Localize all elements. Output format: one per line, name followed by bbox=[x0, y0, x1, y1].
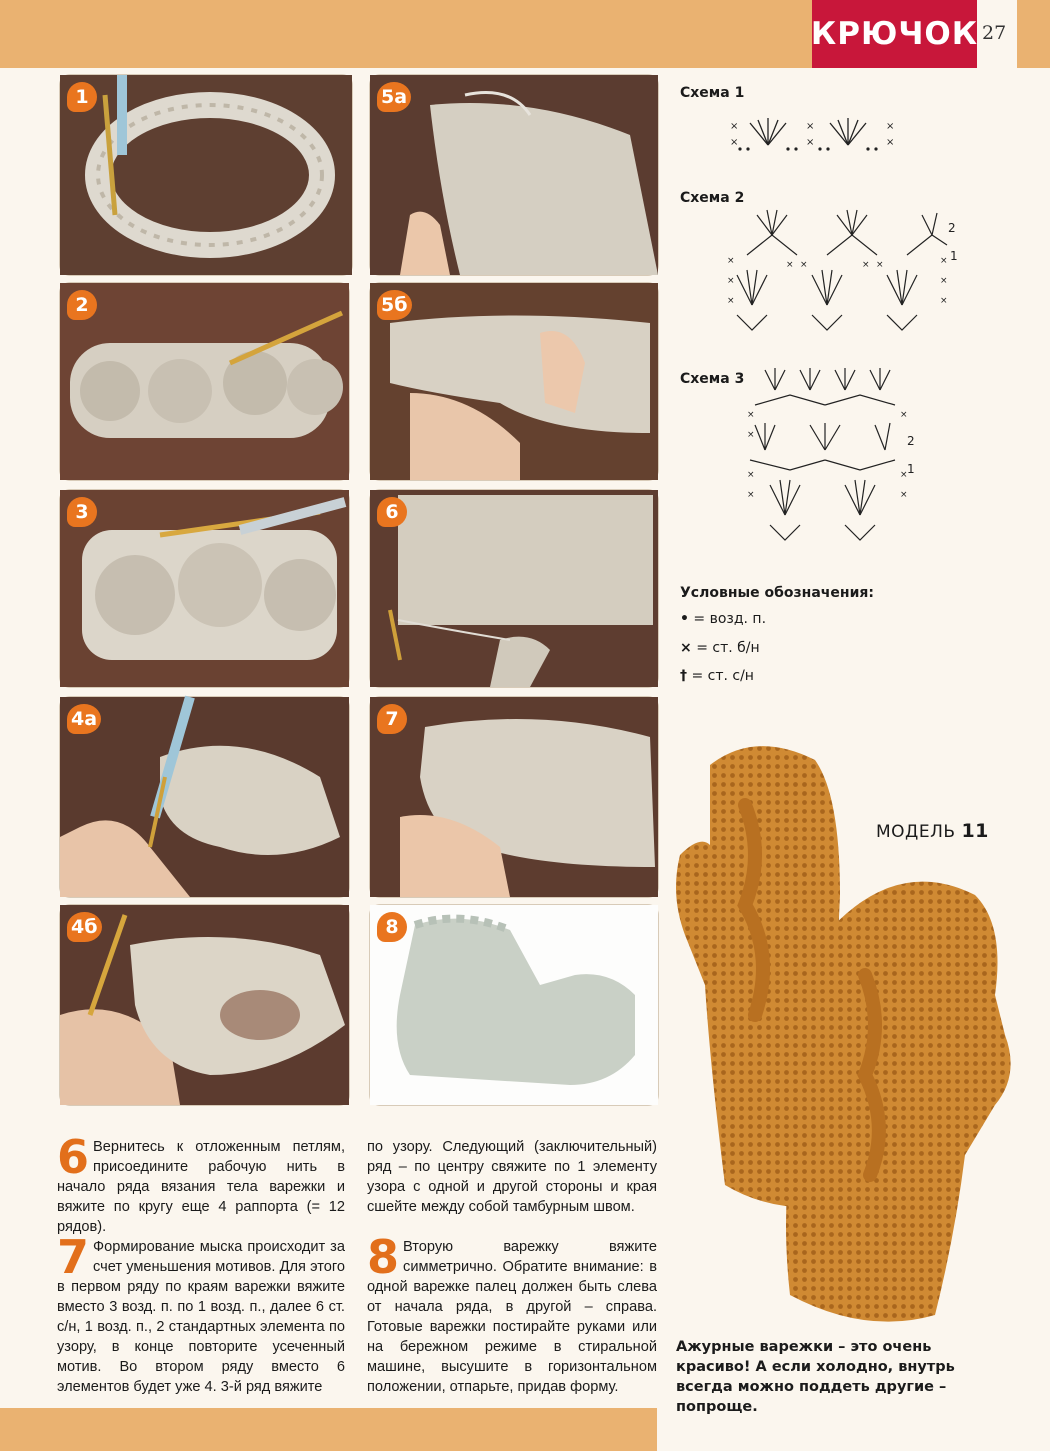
photo-badge: 2 bbox=[67, 290, 97, 320]
photo-step-5a bbox=[370, 75, 658, 275]
photo-badge: 3 bbox=[67, 497, 97, 527]
scheme-3-row-1: 1 bbox=[907, 462, 915, 476]
step-7-continued bbox=[367, 1137, 657, 1217]
svg-text:×: × bbox=[900, 490, 908, 500]
model-number: 11 bbox=[961, 820, 989, 842]
svg-text:×: × bbox=[730, 121, 739, 132]
step-text: Вернитесь к отложенным петлям, присоедините рабочую нить в начало ряда вязания тела варежки и вяжите по кругу еще 4 раппорта (= 12 рядов). bbox=[57, 1139, 345, 1235]
scheme-3-diagram bbox=[745, 365, 925, 545]
svg-text:×: × bbox=[940, 256, 948, 266]
svg-text:×: × bbox=[727, 256, 735, 266]
svg-text:×: × bbox=[806, 137, 815, 148]
svg-text:×: × bbox=[747, 470, 755, 480]
svg-text:×: × bbox=[786, 260, 794, 270]
photo-badge: 7 bbox=[377, 704, 407, 734]
photo-badge: 8 bbox=[377, 912, 407, 942]
step-text: по узору. Следующий (заключительный) ряд – по центру свяжите по 1 элементу узора с одной и другой стороны и края сшейте между собой тамбурным швом. bbox=[367, 1139, 657, 1215]
step-6 bbox=[57, 1130, 345, 1237]
photo-step-7 bbox=[370, 697, 658, 897]
step-number: 7 bbox=[57, 1230, 90, 1284]
step-text: Вторую варежку вяжите симметрично. Обратите внимание: в одной варежке палец должен быть слева от начала ряда, в другой – справа. Готовые варежки постирайте руками или на бережном режиме в стиральной машине, высушите в горизонтальном положении, отпарьте, придав форму. bbox=[367, 1239, 657, 1395]
legend-item-dc bbox=[680, 668, 754, 684]
svg-text:×: × bbox=[886, 137, 895, 148]
scheme-3-row-2: 2 bbox=[907, 434, 915, 448]
section-tag: КРЮЧОК bbox=[812, 0, 977, 68]
photo-step-4a bbox=[60, 697, 349, 897]
svg-text:×: × bbox=[727, 296, 735, 306]
scheme-1-diagram bbox=[728, 115, 893, 155]
step-number: 8 bbox=[367, 1230, 400, 1284]
svg-text:×: × bbox=[727, 276, 735, 286]
photo-badge: 5б bbox=[377, 290, 412, 320]
photo-badge: 1 bbox=[67, 82, 97, 112]
svg-text:×: × bbox=[747, 430, 755, 440]
chain-symbol: • bbox=[680, 611, 689, 627]
svg-text:×: × bbox=[800, 260, 808, 270]
header-bar bbox=[0, 0, 812, 68]
svg-text:×: × bbox=[900, 470, 908, 480]
photo-step-4b bbox=[60, 905, 349, 1105]
model-label bbox=[876, 820, 989, 842]
photo-badge: 6 bbox=[377, 497, 407, 527]
legend-text: = ст. с/н bbox=[691, 668, 754, 684]
svg-text:×: × bbox=[940, 276, 948, 286]
header-strip bbox=[1017, 0, 1050, 68]
footer-bar bbox=[0, 1408, 657, 1451]
page-number: 27 bbox=[982, 22, 1007, 44]
scheme-2-diagram bbox=[722, 205, 962, 335]
svg-text:×: × bbox=[747, 410, 755, 420]
scheme-1-title: Схема 1 bbox=[680, 85, 745, 101]
svg-text:×: × bbox=[862, 260, 870, 270]
legend-title: Условные обозначения: bbox=[680, 585, 874, 601]
svg-text:×: × bbox=[730, 137, 739, 148]
step-text: Формирование мыска происходит за счет уменьшения мотивов. Для этого в первом ряду по краям варежки вяжите вместо 3 возд. п. по 1 возд. п., далее 6 ст. с/н, 1 возд. п., 2 стандартных элемента по узору, в конце повторите усеченный мотив. Во втором ряду вместо 6 элементов будет уже 4. 3-й ряд вяжите bbox=[57, 1239, 345, 1395]
photo-step-1 bbox=[60, 75, 352, 275]
scheme-2-title: Схема 2 bbox=[680, 190, 745, 206]
photo-step-2 bbox=[60, 283, 349, 480]
photo-caption: Ажурные варежки – это очень красиво! А если холодно, внутрь всегда можно поддеть другие – попроще. bbox=[676, 1339, 955, 1415]
legend-item-sc bbox=[680, 640, 760, 656]
legend-text: = возд. п. bbox=[693, 611, 767, 627]
scheme-2-row-2: 2 bbox=[948, 221, 956, 235]
step-7 bbox=[57, 1230, 345, 1397]
svg-text:×: × bbox=[876, 260, 884, 270]
scheme-3-title: Схема 3 bbox=[680, 371, 745, 387]
photo-badge: 4б bbox=[67, 912, 102, 942]
svg-text:×: × bbox=[900, 410, 908, 420]
svg-text:×: × bbox=[806, 121, 815, 132]
photo-step-3 bbox=[60, 490, 349, 687]
svg-text:×: × bbox=[747, 490, 755, 500]
step-8 bbox=[367, 1230, 657, 1397]
photo-step-5b bbox=[370, 283, 658, 480]
legend-text: = ст. б/н bbox=[696, 640, 760, 656]
scheme-2-row-1: 1 bbox=[950, 249, 958, 263]
cross-symbol: × bbox=[680, 640, 692, 656]
legend-item-chain bbox=[680, 611, 766, 627]
dagger-symbol: † bbox=[680, 668, 687, 684]
svg-text:×: × bbox=[886, 121, 895, 132]
svg-text:×: × bbox=[940, 296, 948, 306]
photo-step-8 bbox=[370, 905, 658, 1105]
photo-badge: 5а bbox=[377, 82, 411, 112]
model-word: МОДЕЛЬ bbox=[876, 822, 956, 842]
step-number: 6 bbox=[57, 1130, 90, 1184]
photo-badge: 4а bbox=[67, 704, 101, 734]
photo-step-6 bbox=[370, 490, 658, 687]
